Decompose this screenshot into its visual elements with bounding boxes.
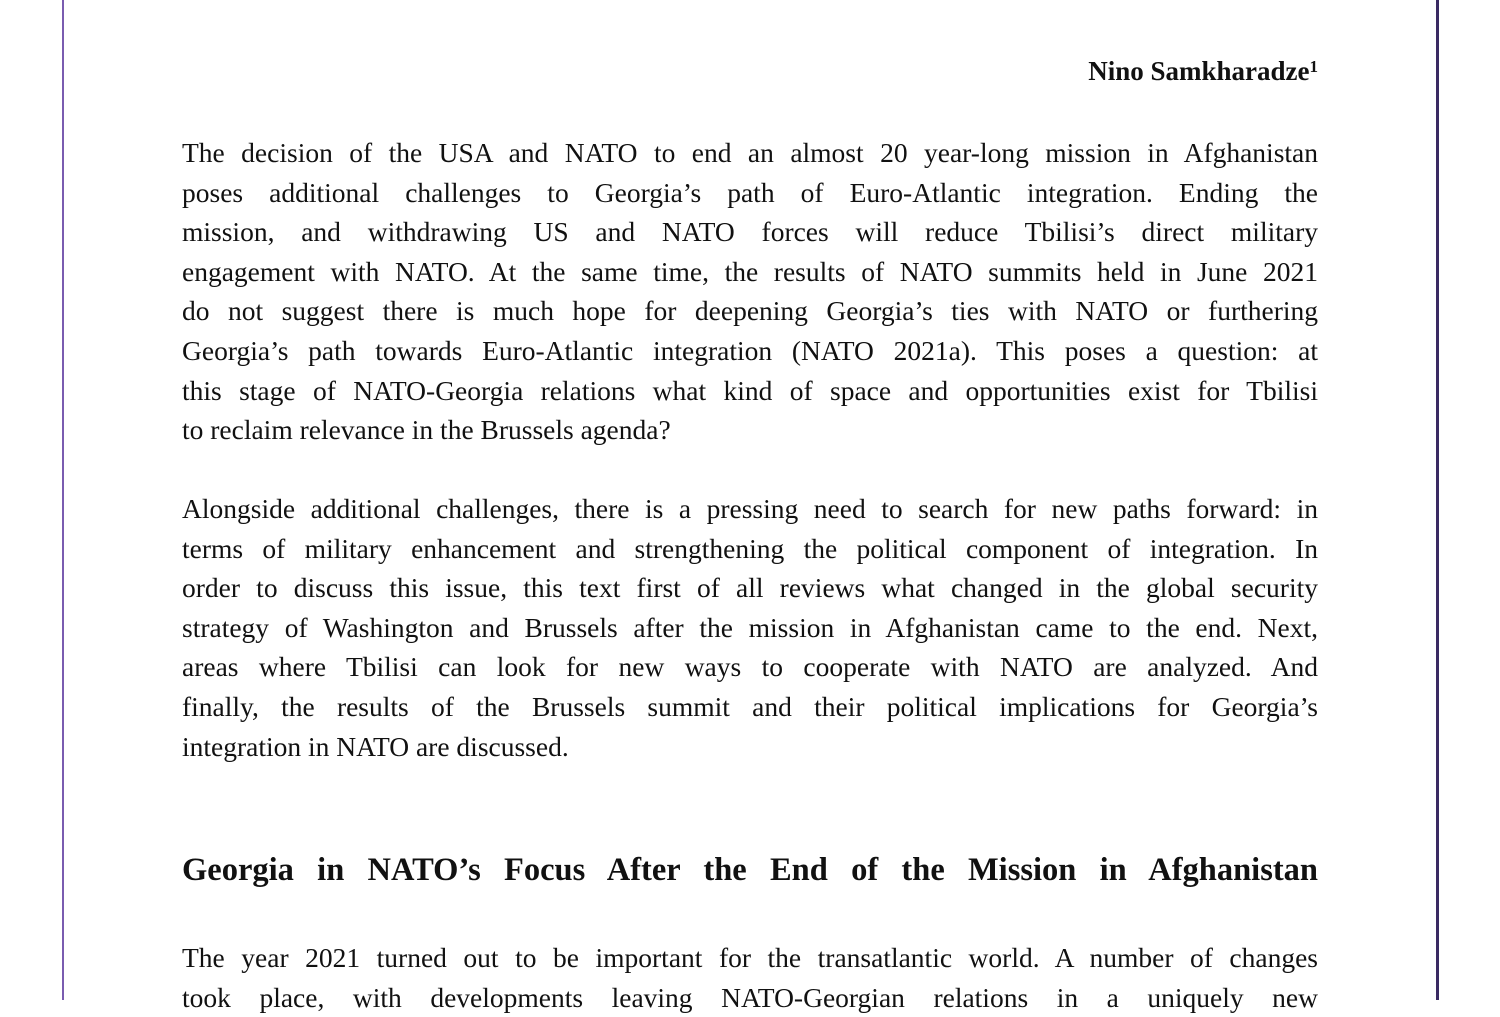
author-text: Nino Samkharadze [1088,56,1310,86]
text-line: poses additional challenges to Georgia’s path of Euro-Atlantic integration. Ending the [182,176,1318,208]
text-line: integration in NATO are discussed. [182,730,569,762]
paragraph-3 [182,938,1318,1017]
text-line: Alongside additional challenges, there is a pressing need to search for new paths forward: in [182,493,1318,524]
text-line: areas where Tbilisi can look for new ways to cooperate with NATO are analyzed. And [182,651,1318,683]
author-name [1088,56,1318,87]
text-line: terms of military enhancement and strengthening the political component of integration. In [182,532,1318,564]
page-border-right [1436,0,1439,1000]
text-line: Georgia’s path towards Euro-Atlantic integration (NATO 2021a). This poses a question: at [182,334,1318,366]
text-line: strategy of Washington and Brussels after the mission in Afghanistan came to the end. Next, [182,611,1318,643]
text-line: took place, with developments leaving NATO-Georgian relations in a uniquely new [182,981,1318,1013]
text-line: mission, and withdrawing US and NATO forces will reduce Tbilisi’s direct military [182,216,1318,248]
paragraph-1 [182,133,1318,450]
text-line: this stage of NATO-Georgia relations what kind of space and opportunities exist for Tbilisi [182,374,1318,406]
text-line: do not suggest there is much hope for deepening Georgia’s ties with NATO or furthering [182,295,1318,327]
text-line: The year 2021 turned out to be important for the transatlantic world. A number of changes [182,942,1318,973]
text-line: The decision of the USA and NATO to end an almost 20 year-long mission in Afghanistan [182,137,1318,168]
text-line: finally, the results of the Brussels summit and their political implications for Georgia’s [182,690,1318,722]
section-heading: Georgia in NATO’s Focus After the End of the Mission in Afghanistan [182,852,1318,888]
footnote-mark[interactable]: 1 [1309,57,1318,76]
paragraph-2 [182,489,1318,766]
page-border-left [62,0,64,1000]
text-line: to reclaim relevance in the Brussels agenda? [182,414,671,446]
text-line: order to discuss this issue, this text first of all reviews what changed in the global security [182,572,1318,604]
text-line: engagement with NATO. At the same time, the results of NATO summits held in June 2021 [182,255,1318,287]
